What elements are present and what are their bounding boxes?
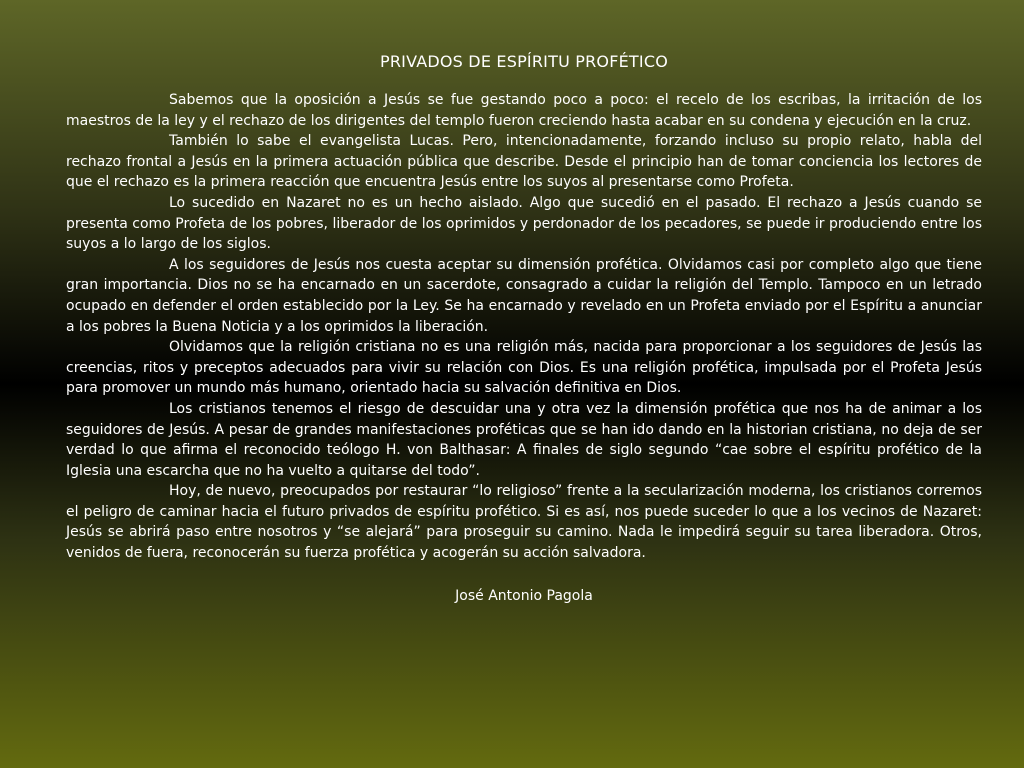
document-title: PRIVADOS DE ESPÍRITU PROFÉTICO: [380, 52, 668, 71]
author-signature: José Antonio Pagola: [455, 587, 593, 604]
paragraph: También lo sabe el evangelista Lucas. Pero, intencionadamente, forzando incluso su propio relato, habla del rechazo frontal a Jesús en la primera actuación pública que describe. Desde el principio han de tomar conciencia los lectores de que el rechazo es la primera reacción que encuentra Jesús entre los suyos al presentarse como Profeta.: [66, 133, 982, 191]
paragraph: A los seguidores de Jesús nos cuesta aceptar su dimensión profética. Olvidamos casi por completo algo que tiene gran importancia. Dios no se ha encarnado en un sacerdote, consagrado a cuidar la religión del Templo. Tampoco en un letrado ocupado en defender el orden establecido por la Ley. Se ha encarnado y revelado en un Profeta enviado por el Espíritu a anunciar a los pobres la Buena Noticia y a los oprimidos la liberación.: [66, 256, 982, 335]
paragraph: Los cristianos tenemos el riesgo de descuidar una y otra vez la dimensión profética que nos ha de animar a los seguidores de Jesús. A pesar de grandes manifestaciones proféticas que se han ido dando en la historian cristiana, no deja de ser verdad lo que afirma el reconocido teólogo H. von Balthasar: A finales de siglo segundo “cae sobre el espíritu profético de la Iglesia una escarcha que no ha vuelto a quitarse del todo”.: [66, 400, 982, 479]
paragraph: Olvidamos que la religión cristiana no es una religión más, nacida para proporcionar a los seguidores de Jesús las creencias, ritos y preceptos adecuados para vivir su relación con Dios. Es una religión profética, impulsada por el Profeta Jesús para promover un mundo más humano, orientado hacia su salvación definitiva en Dios.: [66, 339, 982, 397]
paragraph: Hoy, de nuevo, preocupados por restaurar “lo religioso” frente a la secularización moderna, los cristianos corremos el peligro de caminar hacia el futuro privados de espíritu profético. Si es así, nos puede suceder lo que a los vecinos de Nazaret: Jesús se abrirá paso entre nosotros y “se alejará” para proseguir su camino. Nada le impedirá seguir su tarea liberadora. Otros, venidos de fuera, reconocerán su fuerza profética y acogerán su acción salvadora.: [66, 483, 982, 562]
document-body: [66, 90, 982, 564]
paragraph: Sabemos que la oposición a Jesús se fue gestando poco a poco: el recelo de los escribas, la irritación de los maestros de la ley y el rechazo de los dirigentes del templo fueron creciendo hasta acabar en su condena y ejecución en la cruz.: [66, 92, 982, 129]
paragraph: Lo sucedido en Nazaret no es un hecho aislado. Algo que sucedió en el pasado. El rechazo a Jesús cuando se presenta como Profeta de los pobres, liberador de los oprimidos y perdonador de los pecadores, se puede ir produciendo entre los suyos a lo largo de los siglos.: [66, 194, 982, 253]
